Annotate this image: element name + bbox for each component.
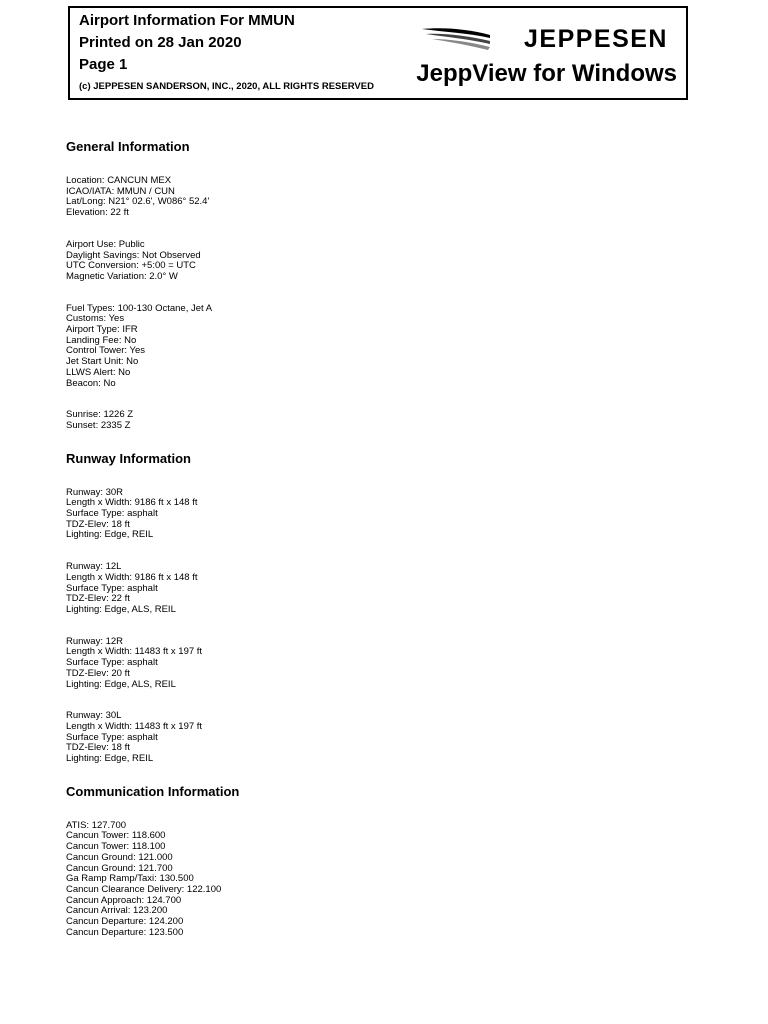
frequency-line: Cancun Tower: 118.100	[66, 841, 166, 853]
info-line: Airport Type: IFR	[66, 324, 138, 336]
info-block-usage	[66, 240, 706, 283]
info-line: Surface Type: asphalt	[66, 582, 158, 594]
info-line: Surface Type: asphalt	[66, 508, 158, 520]
section-title: General Information	[66, 139, 190, 154]
frequency-line: Cancun Tower: 118.600	[66, 830, 166, 842]
frequency-line: Cancun Departure: 124.200	[66, 916, 184, 928]
info-line: TDZ-Elev: 20 ft	[66, 667, 130, 679]
info-line: Customs: Yes	[66, 313, 125, 325]
info-line: Surface Type: asphalt	[66, 657, 158, 669]
info-line: Lighting: Edge, ALS, REIL	[66, 603, 176, 615]
info-line: Length x Width: 9186 ft x 148 ft	[66, 571, 198, 583]
info-line: Beacon: No	[66, 377, 116, 389]
info-line: UTC Conversion: +5:00 = UTC	[66, 260, 196, 272]
info-line: TDZ-Elev: 22 ft	[66, 593, 130, 605]
report-header	[68, 6, 688, 100]
info-line: Elevation: 22 ft	[66, 207, 129, 219]
copyright-notice: (c) JEPPESEN SANDERSON, INC., 2020, ALL RIGHTS RESERVED	[79, 81, 374, 92]
runway-block	[66, 637, 706, 691]
frequency-line: Cancun Arrival: 123.200	[66, 905, 168, 917]
frequency-line: Cancun Ground: 121.700	[66, 862, 173, 874]
info-line: Lighting: Edge, REIL	[66, 753, 154, 765]
info-line: Runway: 12L	[66, 561, 122, 573]
info-line: Landing Fee: No	[66, 334, 137, 346]
report-title: Airport Information For MMUN	[79, 12, 295, 29]
info-line: Sunrise: 1226 Z	[66, 409, 134, 421]
info-line: Length x Width: 9186 ft x 148 ft	[66, 497, 198, 509]
frequency-line: Cancun Approach: 124.700	[66, 894, 182, 906]
frequency-list	[66, 821, 706, 939]
frequency-line: Cancun Clearance Delivery: 122.100	[66, 883, 222, 895]
info-line: Length x Width: 11483 ft x 197 ft	[66, 720, 203, 732]
info-line: Airport Use: Public	[66, 238, 145, 250]
info-line: LLWS Alert: No	[66, 366, 131, 378]
info-block-sun	[66, 410, 706, 431]
info-line: TDZ-Elev: 18 ft	[66, 742, 130, 754]
section-runway	[66, 450, 706, 765]
frequency-line: ATIS: 127.700	[66, 819, 127, 831]
brand-name: JEPPESEN	[523, 25, 668, 53]
info-line: Lat/Long: N21° 02.6', W086° 52.4'	[66, 196, 210, 208]
info-line: Runway: 30R	[66, 486, 124, 498]
runway-block	[66, 562, 706, 616]
section-title: Runway Information	[66, 450, 191, 466]
swoosh-icon	[422, 26, 492, 52]
frequency-line: Cancun Departure: 123.500	[66, 926, 184, 938]
info-line: Daylight Savings: Not Observed	[66, 249, 201, 261]
info-line: Runway: 12R	[66, 635, 124, 647]
page-number: Page 1	[79, 56, 128, 73]
info-block-services	[66, 304, 706, 390]
info-line: Surface Type: asphalt	[66, 731, 158, 743]
info-line: Fuel Types: 100-130 Octane, Jet A	[66, 302, 213, 314]
section-communication	[66, 783, 706, 939]
info-line: Lighting: Edge, REIL	[66, 529, 154, 541]
section-general	[66, 138, 706, 432]
report-body	[66, 138, 706, 938]
info-line: Jet Start Unit: No	[66, 356, 139, 368]
runway-block	[66, 488, 706, 542]
info-line: Runway: 30L	[66, 710, 122, 722]
info-line: ICAO/IATA: MMUN / CUN	[66, 185, 175, 197]
frequency-line: Cancun Ground: 121.000	[66, 851, 173, 863]
info-line: TDZ-Elev: 18 ft	[66, 518, 130, 530]
runway-block	[66, 711, 706, 765]
info-line: Length x Width: 11483 ft x 197 ft	[66, 646, 203, 658]
product-name: JeppView for Windows	[416, 60, 677, 87]
info-line: Magnetic Variation: 2.0° W	[66, 270, 178, 282]
info-block-location	[66, 176, 706, 219]
section-title: Communication Information	[66, 783, 240, 799]
info-line: Lighting: Edge, ALS, REIL	[66, 678, 176, 690]
info-line: Control Tower: Yes	[66, 345, 146, 357]
jeppesen-logo	[422, 26, 668, 52]
printed-date: Printed on 28 Jan 2020	[79, 34, 242, 51]
frequency-line: Ga Ramp Ramp/Taxi: 130.500	[66, 873, 194, 885]
info-line: Sunset: 2335 Z	[66, 419, 131, 431]
info-line: Location: CANCUN MEX	[66, 175, 172, 186]
